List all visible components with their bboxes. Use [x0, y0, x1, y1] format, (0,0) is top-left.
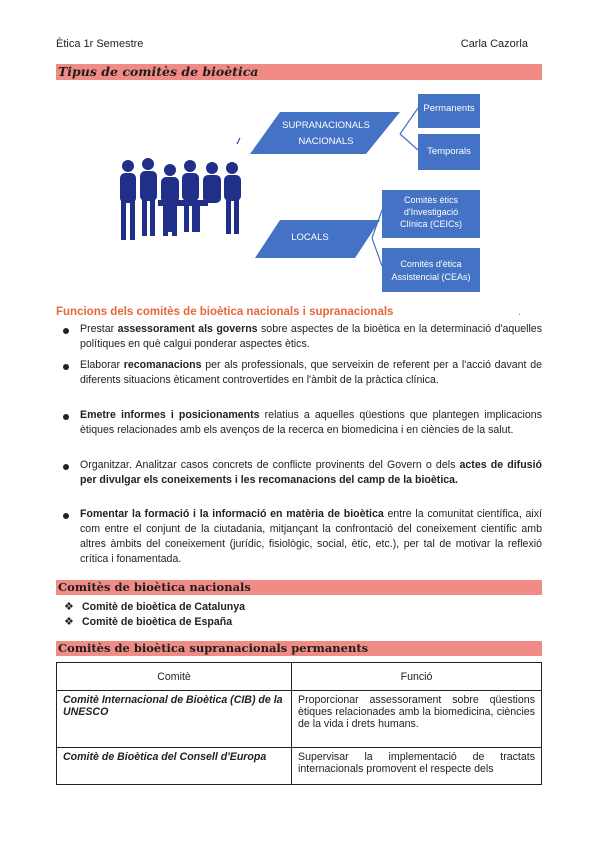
cea-line2: Assistencial (CEAs)	[391, 272, 471, 282]
item-text: relatius a aquelles qüestions que plantegen implicacions ètiques relacionades amb els avenços de la recerca en biomedicina i en ciències de la salut.	[80, 409, 542, 436]
item-bold: actes de difusió per divulgar els coneixements i les recomanacions del camp de la bioètica.	[80, 459, 542, 486]
bullet-icon	[63, 414, 69, 420]
cea-line1: Comitès d'ètica	[400, 259, 462, 269]
meeting-people-icon	[120, 158, 241, 240]
header-left: Ètica 1r Semestre	[56, 38, 144, 50]
committee-name: Comitè de Bioètica del Consell d'Europa	[57, 748, 292, 785]
column-header: Comitè	[57, 663, 292, 691]
ceics-label	[382, 194, 480, 230]
section-title: Tipus de comitès de bioètica	[58, 64, 259, 79]
bullet-icon	[63, 328, 69, 334]
ceic-line2: d'Investigació	[403, 207, 459, 217]
table-header-row	[57, 663, 542, 691]
item-text: Organitzar. Analitzar casos concrets de conflicte provinents del Govern o dels	[80, 459, 460, 471]
item-bold: assessorament als governs	[117, 323, 258, 335]
item-bold: recomanacions	[123, 359, 202, 371]
header-right: Carla Cazorla	[460, 38, 528, 50]
item-text: Prestar	[80, 323, 118, 335]
locals-label: LOCALS	[291, 232, 329, 243]
supra-line1: SUPRANACIONALS	[282, 120, 370, 131]
item-text: Elaborar	[80, 359, 124, 371]
table-row	[57, 691, 542, 748]
function-item	[80, 358, 542, 388]
national-item: Comitè de bioètica de España	[82, 616, 233, 628]
item-text: entre la comunitat científica, així com entre el conjunt de la ciutadania, mitjançant la confrontació del coneixement científic amb altres àmbits del coneixement (jurídic, fisiològic, social, ètic, etc.), per tal de motivar la reflexió crítica i fonamentada.	[80, 508, 542, 565]
column-header: Funció	[292, 663, 542, 691]
function-item	[80, 322, 542, 352]
ceic-line3: Clínica (CEICs)	[399, 219, 462, 229]
table-row	[57, 748, 542, 785]
temporals-label: Temporals	[427, 146, 471, 157]
item-text: sobre aspectes de la bioètica en la determinació d'aquelles polítiques en què calgui ponderar aspectes ètics.	[80, 323, 542, 350]
permanents-label: Permanents	[423, 103, 475, 114]
bullet-icon	[63, 464, 69, 470]
item-bold: Emetre informes i posicionaments	[80, 409, 260, 421]
function-item	[80, 408, 542, 438]
bullet-icon	[63, 513, 69, 519]
item-bold: Fomentar la formació i la informació en matèria de bioètica	[80, 508, 384, 520]
function-item	[80, 507, 542, 567]
diamond-bullet-icon: ❖	[64, 616, 74, 628]
function-item	[80, 458, 542, 488]
national-item: Comitè de bioètica de Catalunya	[82, 601, 246, 613]
committee-function: Supervisar la implementació de tractats internacionals promovent el respecte dels	[292, 748, 542, 785]
functions-heading: Funcions dels comitès de bioètica nacionals i supranacionals	[56, 306, 394, 318]
committee-name: Comitè Internacional de Bioètica (CIB) de la UNESCO	[57, 691, 292, 748]
functions-heading-dot: .	[518, 306, 522, 318]
ceic-line1: Comitès ètics	[403, 195, 458, 205]
supranational-table	[56, 662, 542, 785]
national-title: Comitès de bioètica nacionals	[58, 580, 251, 594]
committee-function: Proporcionar assessorament sobre qüestions ètiques relacionades amb la biomedicina, ciències de la vida i drets humans.	[292, 691, 542, 748]
item-text: per als professionals, que serveixin de referent per a l'acció davant de diferents situacions èticament controvertides en l'àmbit de la pràctica clínica.	[80, 359, 542, 386]
supranational-label	[256, 118, 396, 150]
ceas-label	[382, 258, 480, 284]
diamond-bullet-icon: ❖	[64, 601, 74, 613]
supranational-title: Comitès de bioètica supranacionals permanents	[58, 641, 369, 655]
bullet-icon	[63, 364, 69, 370]
supra-line2: NACIONALS	[298, 136, 354, 147]
